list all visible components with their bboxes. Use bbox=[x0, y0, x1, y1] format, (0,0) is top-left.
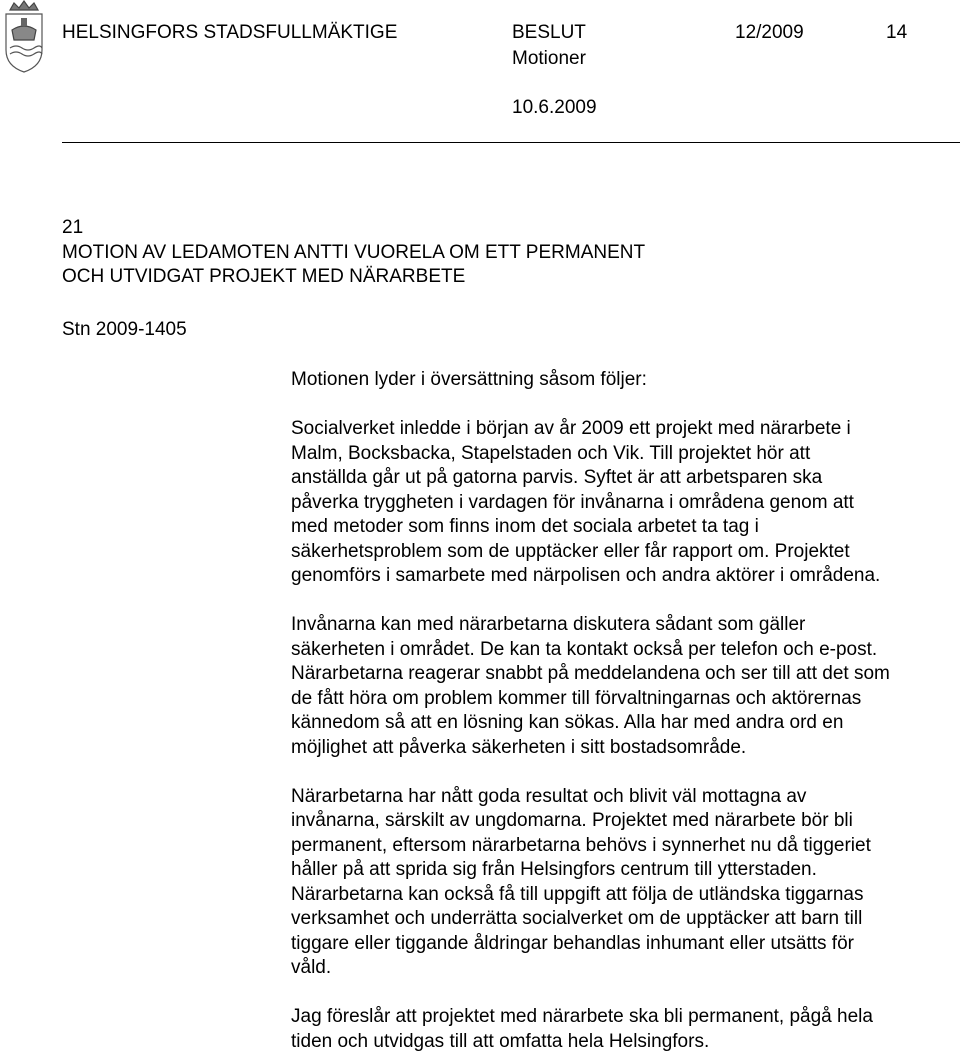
motion-body bbox=[291, 368, 959, 1054]
header-organization: HELSINGFORS STADSFULLMÄKTIGE bbox=[62, 22, 398, 43]
text-line: tiden och utvidgas till att omfatta hela Helsingfors. bbox=[291, 1030, 710, 1052]
text-line: Invånarna kan med närarbetarna diskutera sådant som gäller bbox=[291, 614, 806, 635]
text-line: Närarbetarna har nått goda resultat och blivit väl mottagna av bbox=[291, 785, 807, 807]
text-line: Malm, Bocksbacka, Stapelstaden och Vik. Till projektet hör att bbox=[291, 442, 811, 464]
header-divider bbox=[62, 142, 960, 143]
text-line: genomförs i samarbete med närpolisen och andra aktörer i områdena. bbox=[291, 565, 881, 586]
header-section: Motioner bbox=[512, 48, 586, 69]
text-line: Jag föreslår att projektet med närarbete ska bli permanent, pågå hela bbox=[291, 1006, 873, 1027]
paragraph-2 bbox=[291, 613, 959, 760]
header-number: 12/2009 bbox=[735, 22, 804, 43]
text-line: med metoder som finns inom det sociala arbetet ta tag i bbox=[291, 516, 759, 537]
paragraph-1 bbox=[291, 417, 959, 589]
case-reference: Stn 2009-1405 bbox=[62, 319, 187, 340]
text-line: Närarbetarna kan också få till uppgift att följa de utländska tiggarnas bbox=[291, 883, 864, 905]
header-date: 10.6.2009 bbox=[512, 97, 597, 118]
paragraph-3 bbox=[291, 785, 959, 981]
text-line: kännedom så att en lösning kan sökas. Alla har med andra ord en bbox=[291, 712, 844, 733]
paragraph-4 bbox=[291, 1005, 959, 1054]
case-title-line: OCH UTVIDGAT PROJEKT MED NÄRARBETE bbox=[62, 266, 466, 287]
text-line: säkerhetsproblem som de upptäcker eller får rapport om. Projektet bbox=[291, 540, 850, 562]
text-line: tiggare eller tiggande åldringar behandlas inhumant eller utsätts för bbox=[291, 932, 854, 954]
text-line: anställda går ut på gatorna parvis. Syftet är att arbetsparen ska bbox=[291, 467, 823, 488]
text-line: verksamhet och underrätta socialverket om de upptäcker att barn till bbox=[291, 908, 863, 929]
intro-paragraph bbox=[291, 368, 959, 393]
text-line: invånarna, särskilt av ungdomarna. Projektet med närarbete bör bli bbox=[291, 810, 853, 831]
text-line: Närarbetarna reagerar snabbt på meddelandena och ser till att det som bbox=[291, 663, 890, 684]
text-line: möjlighet att påverka säkerheten i sitt bostadsområde. bbox=[291, 736, 747, 758]
text-line: påverka tryggheten i vardagen för invånarna i områdena genom att bbox=[291, 491, 854, 513]
case-title-line: MOTION AV LEDAMOTEN ANTTI VUORELA OM ETT PERMANENT bbox=[62, 241, 646, 263]
case-heading bbox=[62, 216, 645, 290]
text-line: permanent, eftersom närarbetarna behövs i synnerhet nu då tiggeriet bbox=[291, 834, 871, 856]
text-line: våld. bbox=[291, 957, 332, 978]
text-line: Motionen lyder i översättning såsom följer: bbox=[291, 369, 647, 390]
header-doc-type: BESLUT bbox=[512, 22, 586, 43]
text-line: Socialverket inledde i början av år 2009 ett projekt med närarbete i bbox=[291, 418, 851, 439]
text-line: de fått höra om problem kommer till förvaltningarnas och aktörernas bbox=[291, 687, 862, 709]
case-number: 21 bbox=[62, 217, 84, 238]
header-page-number: 14 bbox=[886, 22, 908, 43]
text-line: säkerheten i området. De kan ta kontakt också per telefon och e-post. bbox=[291, 638, 878, 660]
city-crest-logo bbox=[2, 0, 46, 74]
text-line: håller på att sprida sig från Helsingfors centrum till ytterstaden. bbox=[291, 859, 817, 880]
